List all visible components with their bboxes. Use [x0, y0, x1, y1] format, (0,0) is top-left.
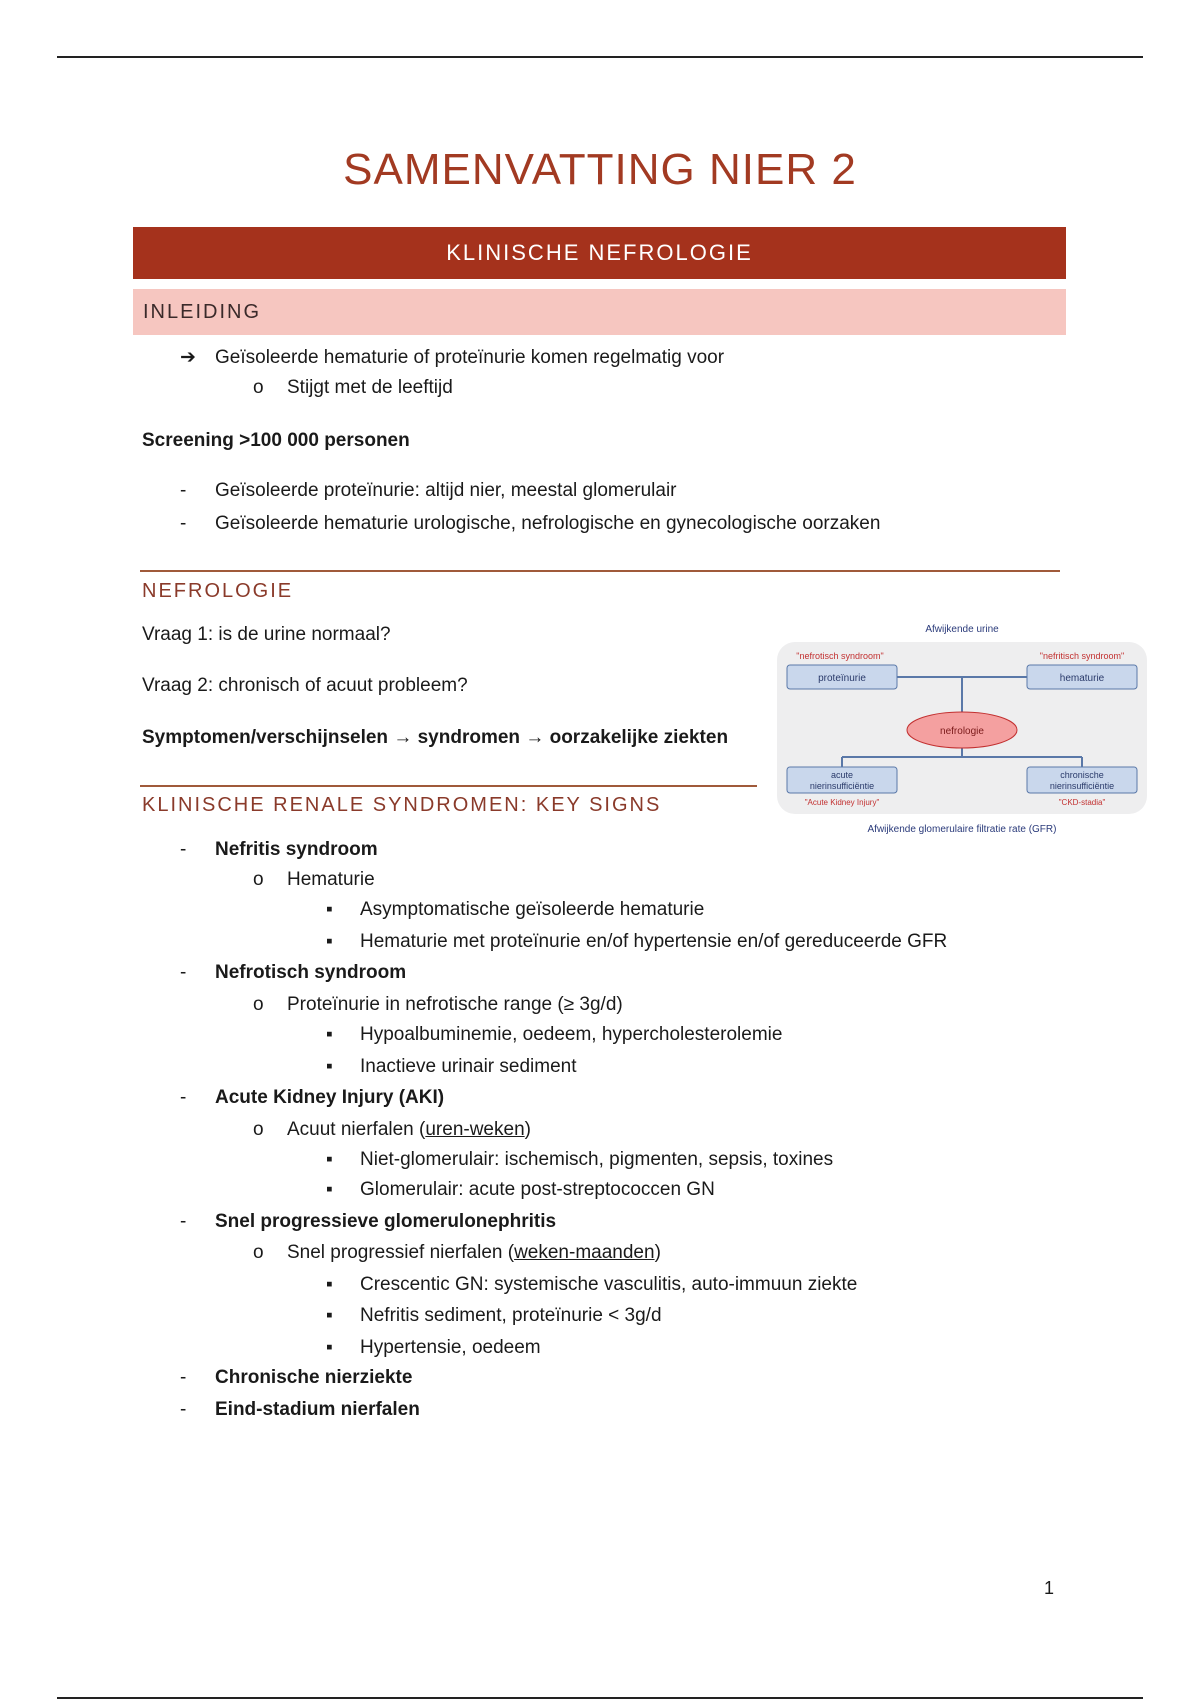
square-marker: ▪ — [326, 1337, 333, 1358]
esrd-label: Eind-stadium nierfalen — [215, 1399, 420, 1420]
flow-step-symptoms: Symptomen/verschijnselen — [142, 727, 389, 748]
vraag-1: Vraag 1: is de urine normaal? — [142, 624, 391, 645]
list-item: Asymptomatische geïsoleerde hematurie — [360, 899, 705, 920]
list-item: Glomerulair: acute post-streptococcen GN — [360, 1179, 715, 1200]
section-divider — [140, 570, 1060, 572]
list-item: Geïsoleerde hematurie urologische, nefrologische en gynecologische oorzaken — [215, 513, 881, 534]
nefrotisch-label: Nefrotisch syndroom — [215, 962, 407, 983]
diagram-top-label: Afwijkende urine — [925, 624, 999, 635]
aki-sub-underlined: uren-weken — [425, 1119, 525, 1140]
bottom-rule — [57, 1697, 1143, 1699]
diagram-bottom-right-label-1: chronische — [1060, 770, 1104, 780]
diagram-bottom-right-quote: "CKD-stadia" — [1058, 798, 1106, 807]
list-item: Hypoalbuminemie, oedeem, hypercholesterolemie — [360, 1024, 783, 1045]
nefrotisch-sub: Proteïnurie in nefrotische range (≥ 3g/d) — [287, 994, 623, 1015]
rpgn-sub-underlined: weken-maanden — [514, 1242, 655, 1263]
square-marker: ▪ — [326, 1056, 333, 1077]
aki-sub-post: ) — [524, 1119, 531, 1140]
page-number: 1 — [1044, 1578, 1055, 1598]
nefritis-label: Nefritis syndroom — [215, 839, 378, 860]
circle-marker: o — [253, 869, 264, 890]
rpgn-sub-pre: Snel progressief nierfalen ( — [287, 1242, 515, 1263]
dash-marker: - — [180, 1399, 187, 1420]
screening-heading: Screening >100 000 personen — [142, 430, 410, 451]
rpgn-sub — [287, 1241, 661, 1265]
diagram-bottom-label: Afwijkende glomerulaire filtratie rate (GFR) — [867, 824, 1057, 835]
diagram-left-box-label: proteïnurie — [818, 673, 866, 684]
page-title: SAMENVATTING NIER 2 — [343, 145, 857, 194]
list-item: Inactieve urinair sediment — [360, 1056, 577, 1077]
square-marker: ▪ — [326, 1274, 333, 1295]
flow-arrow-icon: → — [525, 727, 545, 748]
diagram-bottom-left-quote: "Acute Kidney Injury" — [804, 798, 880, 807]
square-marker: ▪ — [326, 1024, 333, 1045]
diagram-right-quote: "nefritisch syndroom" — [1039, 651, 1125, 661]
ckd-label: Chronische nierziekte — [215, 1367, 413, 1388]
dash-marker: - — [180, 480, 187, 501]
dash-marker: - — [180, 962, 187, 983]
diagram-left-quote: "nefrotisch syndroom" — [796, 651, 884, 661]
square-marker: ▪ — [326, 931, 333, 952]
circle-marker: o — [253, 1242, 264, 1263]
square-marker: ▪ — [326, 1149, 333, 1170]
inleiding-heading: INLEIDING — [133, 289, 1066, 335]
arrow-marker: ➔ — [180, 347, 196, 368]
flow-line — [142, 726, 728, 750]
aki-label: Acute Kidney Injury (AKI) — [215, 1087, 445, 1108]
aki-sub — [287, 1118, 531, 1142]
diagram-bottom-right-label-2: nierinsufficiëntie — [1049, 781, 1115, 791]
nefritis-sub: Hematurie — [287, 869, 375, 890]
flow-step-syndromes: syndromen — [417, 727, 521, 748]
nefrologie-diagram — [772, 620, 1152, 840]
list-item: Niet-glomerulair: ischemisch, pigmenten, sepsis, toxines — [360, 1149, 834, 1170]
aki-sub-pre: Acuut nierfalen ( — [287, 1119, 426, 1140]
flow-arrow-icon: → — [393, 727, 413, 748]
diagram-bottom-left-label-2: nierinsufficiëntie — [809, 781, 875, 791]
list-item: Crescentic GN: systemische vasculitis, auto-immuun ziekte — [360, 1274, 858, 1295]
flow-step-causes: oorzakelijke ziekten — [549, 727, 729, 748]
list-item: Hematurie met proteïnurie en/of hypertensie en/of gereduceerde GFR — [360, 931, 948, 952]
section-divider — [140, 785, 757, 787]
dash-marker: - — [180, 1211, 187, 1232]
list-item: Nefritis sediment, proteïnurie < 3g/d — [360, 1305, 662, 1326]
inleiding-sub-item: Stijgt met de leeftijd — [287, 377, 453, 398]
circle-marker: o — [253, 1119, 264, 1140]
rpgn-sub-post: ) — [654, 1242, 661, 1263]
nefrologie-heading: NEFROLOGIE — [142, 580, 294, 602]
dash-marker: - — [180, 1367, 187, 1388]
circle-marker: o — [253, 377, 264, 398]
square-marker: ▪ — [326, 1305, 333, 1326]
diagram-bottom-left-label-1: acute — [830, 770, 854, 780]
dash-marker: - — [180, 513, 187, 534]
diagram-right-box-label: hematurie — [1059, 673, 1105, 684]
top-rule — [57, 56, 1143, 58]
syndromen-heading: KLINISCHE RENALE SYNDROMEN: KEY SIGNS — [142, 794, 662, 816]
vraag-2: Vraag 2: chronisch of acuut probleem? — [142, 675, 468, 696]
dash-marker: - — [180, 1087, 187, 1108]
list-item: Hypertensie, oedeem — [360, 1337, 541, 1358]
dash-marker: - — [180, 839, 187, 860]
square-marker: ▪ — [326, 899, 333, 920]
list-item: Geïsoleerde proteïnurie: altijd nier, meestal glomerulair — [215, 480, 677, 501]
circle-marker: o — [253, 994, 264, 1015]
square-marker: ▪ — [326, 1179, 333, 1200]
diagram-center-label: nefrologie — [940, 726, 984, 737]
rpgn-label: Snel progressieve glomerulonephritis — [215, 1211, 557, 1232]
section-banner: KLINISCHE NEFROLOGIE — [133, 227, 1066, 279]
inleiding-arrow-item: Geïsoleerde hematurie of proteïnurie komen regelmatig voor — [215, 347, 725, 368]
